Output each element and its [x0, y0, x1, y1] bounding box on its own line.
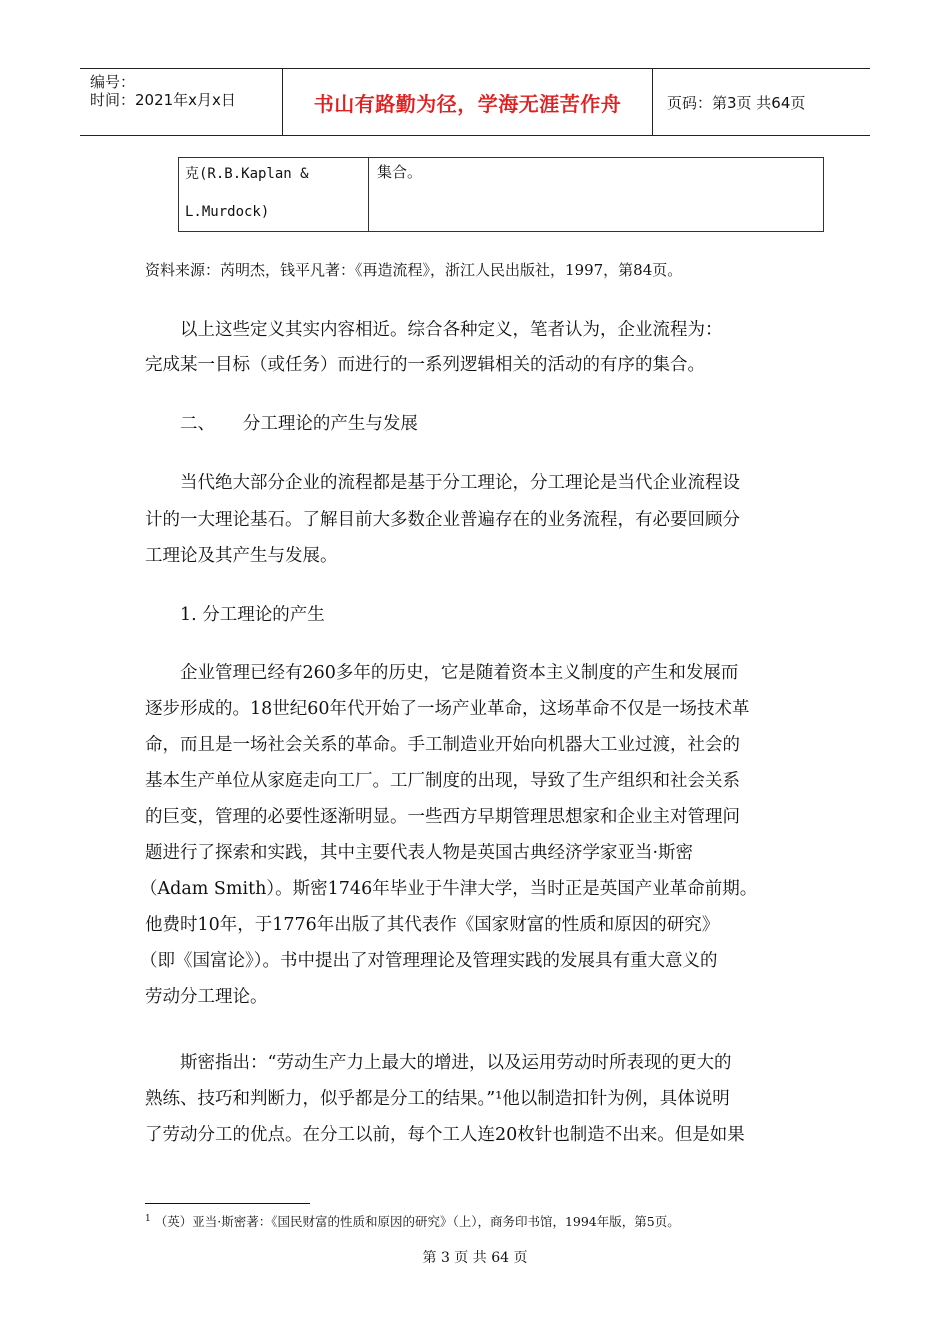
page-header — [80, 68, 870, 136]
paragraph-line: 题进行了探索和实践，其中主要代表人物是英国古典经济学家亚当·斯密 — [145, 843, 694, 863]
paragraph-line: 完成某一目标（或任务）而进行的一系列逻辑相关的活动的有序的集合。 — [145, 355, 705, 375]
paragraph-line: 斯密指出：“劳动生产力上最大的增进，以及运用劳动时所表现的更大的 — [180, 1053, 732, 1073]
paragraph-line: 劳动分工理论。 — [145, 987, 268, 1007]
paragraph-line: （Adam Smith）。斯密1746年毕业于牛津大学，当时正是英国产业革命前期。 — [140, 879, 758, 899]
paragraph-line: 当代绝大部分企业的流程都是基于分工理论，分工理论是当代企业流程设 — [180, 473, 740, 493]
paragraph-line: 工理论及其产生与发展。 — [145, 546, 338, 566]
table-cell-author-line1: 克(R.B.Kaplan & — [185, 166, 309, 182]
paragraph-line: 逐步形成的。18世纪60年代开始了一场产业革命，这场革命不仅是一场技术革 — [145, 699, 750, 719]
source-note: 资料来源：芮明杰，钱平凡著：《再造流程》，浙江人民出版社，1997，第84页。 — [145, 261, 683, 279]
footnote — [145, 1212, 680, 1230]
paragraph-line: 基本生产单位从家庭走向工厂。工厂制度的出现，导致了生产组织和社会关系 — [145, 771, 740, 791]
paragraph-line: 熟练、技巧和判断力，似乎都是分工的结果。”¹他以制造扣针为例，具体说明 — [145, 1089, 730, 1109]
subsection-heading: 1. 分工理论的产生 — [180, 605, 325, 625]
paragraph-line: 计的一大理论基石。了解目前大多数企业普遍存在的业务流程，有必要回顾分 — [145, 510, 740, 530]
page-number-footer: 第 3 页 共 64 页 — [422, 1250, 528, 1266]
header-motto: 书山有路勤为径，学海无涯苦作舟 — [283, 69, 653, 135]
code-label: 编号： — [90, 73, 136, 91]
definition-table-fragment — [178, 157, 824, 232]
footnote-mark: 1 — [145, 1213, 151, 1224]
footnote-text: （英）亚当·斯密著：《国民财富的性质和原因的研究》（上），商务印书馆，1994年版，第5页。 — [154, 1214, 680, 1229]
table-cell-definition: 集合。 — [377, 163, 423, 181]
time-label: 时间：2021年x月x日 — [90, 91, 236, 109]
footnote-separator — [145, 1203, 310, 1204]
paragraph-line: 的巨变，管理的必要性逐渐明显。一些西方早期管理思想家和企业主对管理问 — [145, 807, 740, 827]
paragraph-line: （即《国富论》）。书中提出了对管理理论及管理实践的发展具有重大意义的 — [140, 951, 718, 971]
paragraph-line: 企业管理已经有260多年的历史，它是随着资本主义制度的产生和发展而 — [180, 663, 739, 683]
table-cell-author-line2: L.Murdock) — [185, 204, 270, 220]
paragraph-line: 他费时10年，于1776年出版了其代表作《国家财富的性质和原因的研究》 — [145, 915, 720, 935]
paragraph-line: 命，而且是一场社会关系的革命。手工制造业开始向机器大工业过渡，社会的 — [145, 735, 740, 755]
header-info-cell — [80, 69, 283, 135]
section-heading: 二、 分工理论的产生与发展 — [180, 414, 418, 434]
header-page-info: 页码：第3页 共64页 — [667, 93, 806, 112]
paragraph-line: 以上这些定义其实内容相近。综合各种定义，笔者认为，企业流程为： — [180, 320, 723, 340]
table-cell-author — [179, 158, 369, 231]
paragraph-line: 了劳动分工的优点。在分工以前，每个工人连20枚针也制造不出来。但是如果 — [145, 1125, 745, 1145]
